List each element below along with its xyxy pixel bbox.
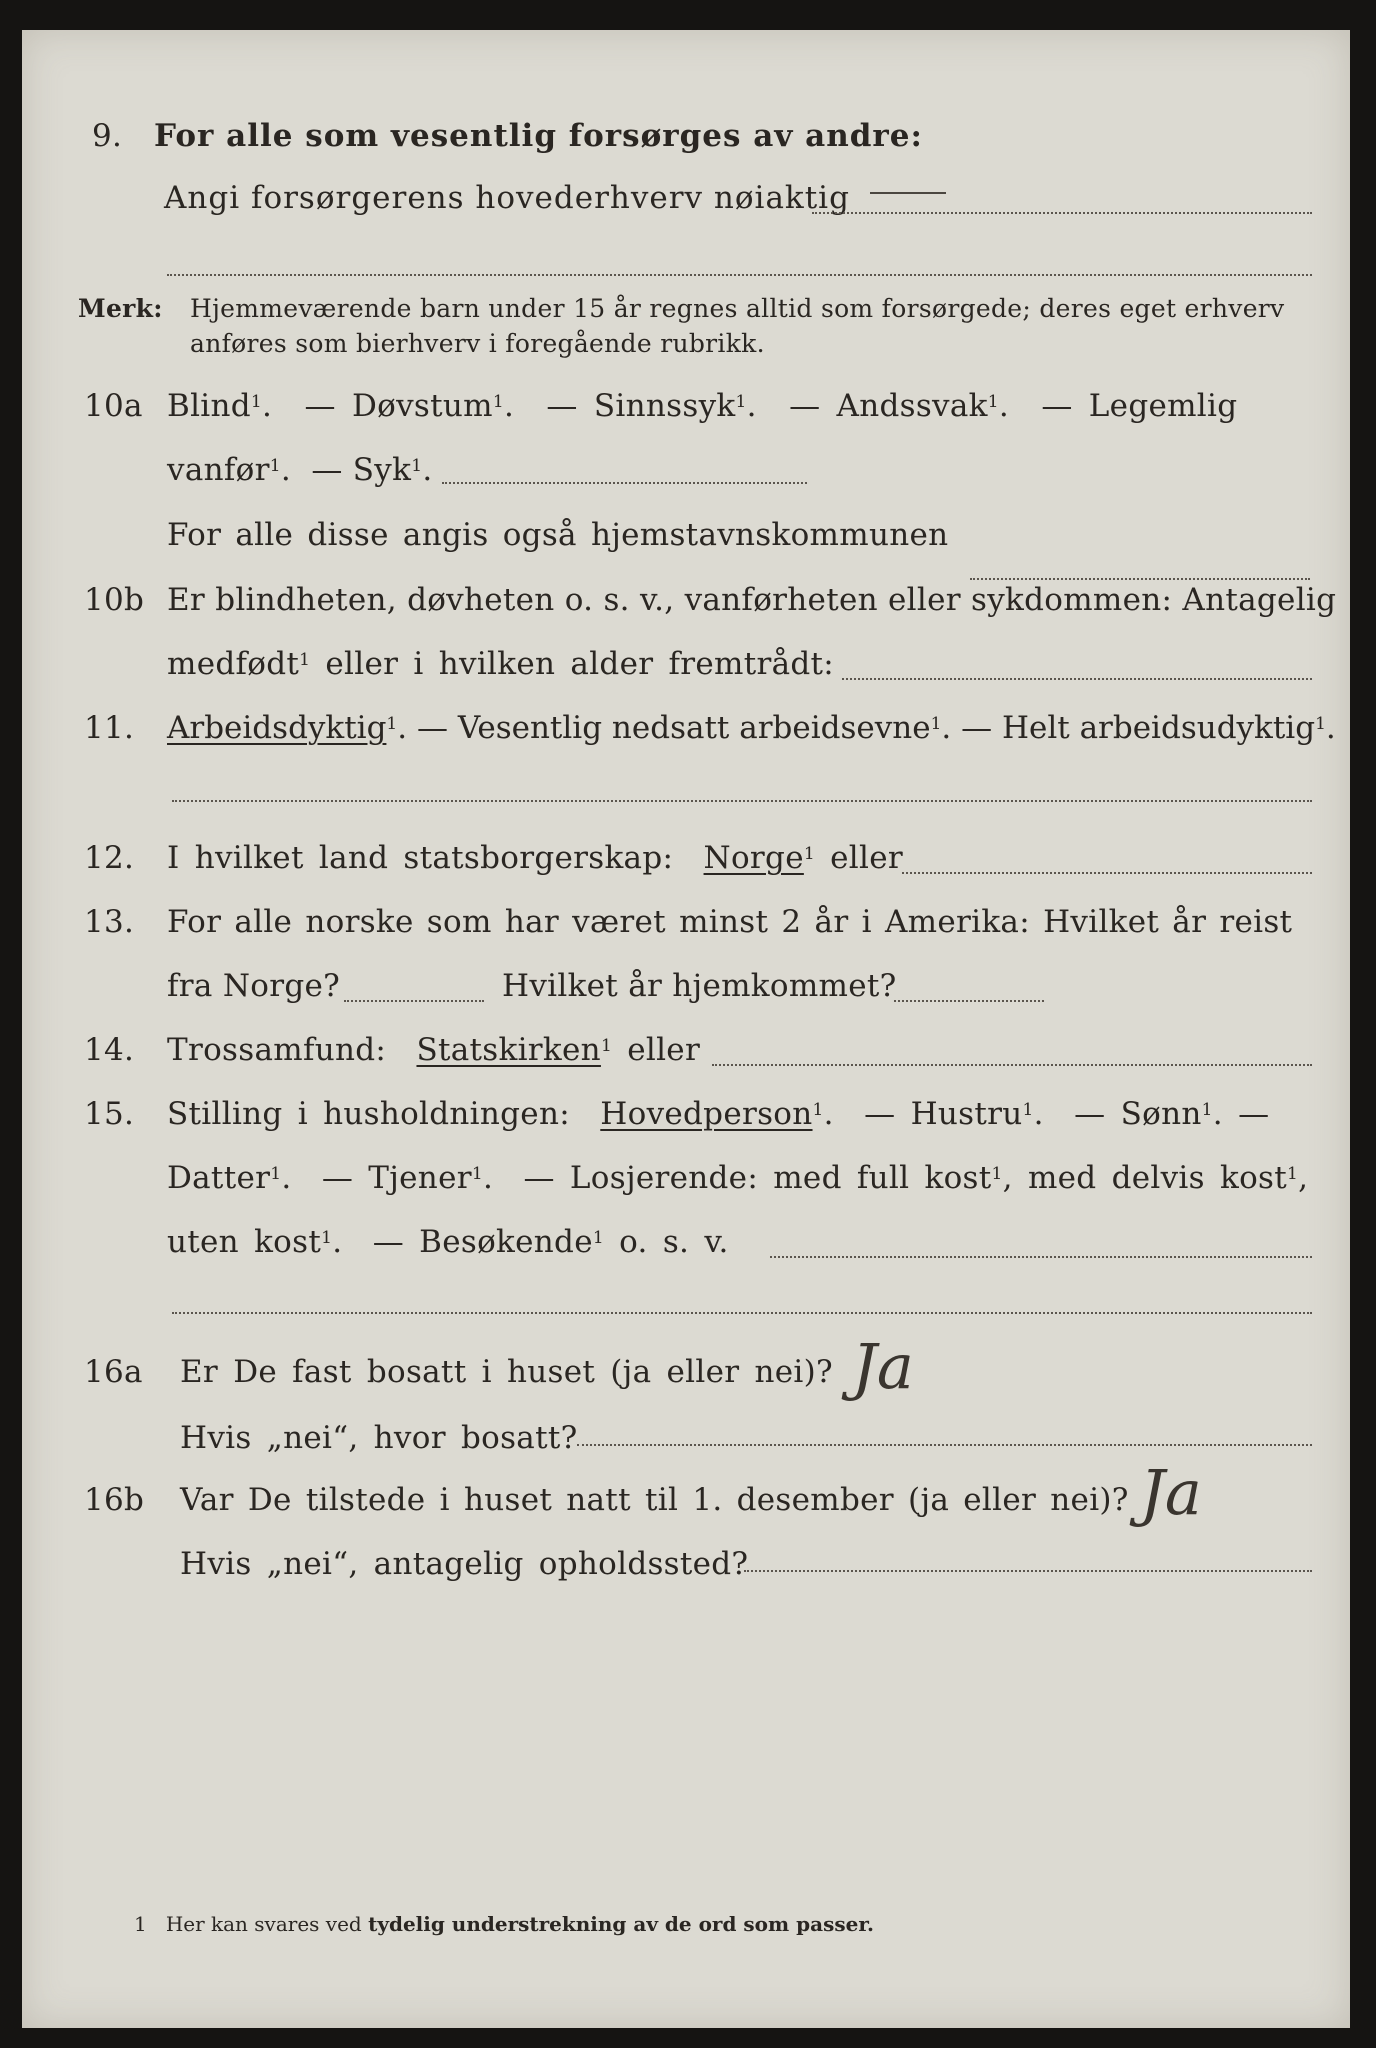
option-hustru: — Hustru	[864, 1096, 1023, 1132]
q16a-answer-line	[577, 1444, 1312, 1446]
q13-number: 13.	[84, 904, 135, 940]
q13-reist-line	[344, 1000, 484, 1002]
q13-reist: fra Norge?	[167, 968, 341, 1004]
option-norge-underlined: Norge	[703, 840, 804, 876]
q14-answer-line	[712, 1064, 1312, 1066]
footnote-ref: 1	[930, 714, 942, 734]
q9-title: For alle som vesentlig forsørges av andre:	[154, 118, 923, 154]
footnote-ref: 1	[321, 1228, 333, 1248]
q14-question: Trossamfund:	[167, 1032, 387, 1068]
footnote-bold: tydelig understrekning av de ord som passer.	[368, 1912, 874, 1936]
q16b-opholdssted: Hvis „nei“, antagelig opholdssted?	[180, 1546, 749, 1582]
q16a-bosatt: Hvis „nei“, hvor bosatt?	[180, 1420, 578, 1456]
option-tjener: — Tjener	[321, 1160, 472, 1196]
option-udyktig: — Helt arbeidsudyktig	[961, 710, 1316, 746]
q15-answer-line	[770, 1256, 1312, 1258]
q11-number: 11.	[84, 710, 135, 746]
option-arbeidsdyktig-underlined: Arbeidsdyktig	[167, 710, 387, 746]
footnote-ref: 1	[592, 1228, 604, 1248]
merk-text-1: Hjemmeværende barn under 15 år regnes alltid som forsørgede; deres eget erhverv	[190, 294, 1285, 323]
q16a-number: 16a	[84, 1354, 143, 1390]
q10b-answer-line	[842, 678, 1312, 680]
footnote-ref: 1	[600, 1036, 613, 1056]
q16b-handwritten-answer: Ja	[1140, 1456, 1202, 1529]
q10b-line1: Er blindheten, døvheten o. s. v., vanførheten eller sykdommen: Antagelig	[167, 582, 1337, 618]
q15-osv: o. s. v.	[619, 1224, 729, 1260]
footnote-ref: 1	[386, 714, 398, 734]
option-hovedperson-underlined: Hovedperson	[600, 1096, 813, 1132]
q13-line1: For alle norske som har været minst 2 år i Amerika: Hvilket år reist	[167, 904, 1293, 940]
q15-question: Stilling i husholdningen:	[167, 1096, 570, 1132]
option-andssvak: — Andssvak	[789, 388, 988, 424]
q12-number: 12.	[84, 840, 135, 876]
footnote-ref: 1	[299, 650, 311, 670]
merk-text-2: anføres som bierhverv i foregående rubrikk.	[190, 329, 765, 358]
footnote-ref: 1	[735, 392, 747, 412]
q14-number: 14.	[84, 1032, 135, 1068]
q10b-number: 10b	[84, 582, 145, 618]
q9-number: 9.	[92, 118, 123, 154]
footnote-ref: 1	[270, 1164, 282, 1184]
footnote-ref: 1	[1287, 1164, 1299, 1184]
q11-options: Arbeidsdyktig$^1$. — Vesentlig nedsatt arbeidsevne$^1$. — Helt arbeidsudyktig$^1$.	[167, 710, 1336, 746]
footnote-ref: 1	[1201, 1100, 1213, 1120]
q10a-line3: For alle disse angis også hjemstavnskommunen	[167, 517, 949, 553]
option-medfodt: medfødt	[167, 646, 300, 682]
merk-label: Merk:	[78, 294, 163, 323]
footnote-ref: 1	[250, 392, 263, 412]
footnote-ref: 1	[991, 1164, 1003, 1184]
footnote-ref: 1	[269, 456, 281, 476]
q14-eller: eller	[627, 1032, 701, 1068]
footnote-ref: 1	[411, 456, 423, 476]
q16a-question: Er De fast bosatt i huset (ja eller nei)?	[180, 1354, 833, 1390]
footnote-ref: 1	[492, 392, 504, 412]
q16b-answer-line	[744, 1570, 1312, 1572]
q16b-question: Var De tilstede i huset natt til 1. desember (ja eller nei)?	[180, 1482, 1129, 1518]
option-nedsatt: — Vesentlig nedsatt arbeidsevne	[416, 710, 931, 746]
q9-answer-line	[812, 212, 1312, 214]
q15-number: 15.	[84, 1096, 135, 1132]
option-besokende: — Besøkende	[372, 1224, 593, 1260]
q10b-line2	[167, 644, 834, 684]
q12-text	[167, 838, 903, 878]
footnote-plain: Her kan svares ved	[165, 1912, 362, 1936]
footnote-ref: 1	[812, 1100, 824, 1120]
q10b-alder-text: eller i hvilken alder fremtrådt:	[325, 646, 835, 682]
q12-question: I hvilket land statsborgerskap:	[167, 840, 674, 876]
footnote	[134, 1910, 874, 1938]
q13-hjemkommet-line	[894, 1000, 1044, 1002]
option-datter: Datter	[167, 1160, 271, 1196]
option-sinnssyk: — Sinnssyk	[546, 388, 736, 424]
q9-prompt: Angi forsørgerens hovederhverv nøiaktig	[164, 180, 850, 216]
option-full-kost: — Losjerende: med full kost	[523, 1160, 992, 1196]
q16a-handwritten-answer: Ja	[852, 1330, 914, 1403]
footnote-ref: 1	[803, 844, 815, 864]
q15-dash: —	[1238, 1096, 1270, 1132]
option-blind: Blind	[167, 388, 251, 424]
option-uten-kost: uten kost	[167, 1224, 322, 1260]
q9-answer-line-2	[167, 274, 1312, 276]
q12-eller: eller	[830, 840, 903, 876]
q11-answer-line	[172, 800, 1312, 802]
census-form-page	[22, 30, 1350, 2028]
footnote-ref: 1	[471, 1164, 483, 1184]
q12-answer-line	[902, 872, 1312, 874]
q15-line3: uten kost$^1$. — Besøkende$^1$ o. s. v.	[167, 1224, 729, 1260]
option-delvis-kost: , med delvis kost	[1002, 1160, 1287, 1196]
q10a-number: 10a	[84, 388, 143, 424]
footnote-ref: 1	[1022, 1100, 1034, 1120]
q15-line2: Datter$^1$. — Tjener$^1$. — Losjerende: med full kost$^1$, med delvis kost$^1$,	[167, 1160, 1309, 1196]
q13-hjemkommet: Hvilket år hjemkommet?	[502, 968, 897, 1004]
q14-text	[167, 1030, 700, 1070]
q16b-number: 16b	[84, 1482, 145, 1518]
option-dovstum: — Døvstum	[304, 388, 493, 424]
q15-answer-line-2	[172, 1312, 1312, 1314]
option-legemlig: — Legemlig	[1041, 388, 1238, 424]
option-statskirken-underlined: Statskirken	[416, 1032, 601, 1068]
q9-dash-mark	[870, 192, 946, 194]
q10a-syk-line	[442, 482, 807, 484]
footnote-ref: 1	[1315, 714, 1326, 734]
option-syk: — Syk	[311, 452, 412, 488]
q10a-options: Blind$^1$. — Døvstum$^1$. — Sinnssyk$^1$. — Andssvak$^1$. — Legemlig	[167, 388, 1238, 424]
option-sonn: — Sønn	[1074, 1096, 1202, 1132]
footnote-mark: 1	[134, 1912, 147, 1936]
option-vanfor: vanfør	[167, 452, 270, 488]
footnote-ref: 1	[987, 392, 999, 412]
q10a-line2: vanfør$^1$. — Syk$^1$.	[167, 452, 433, 488]
q15-line1: Stilling i husholdningen: Hovedperson$^1$. — Hustru$^1$. — Sønn$^1$. —	[167, 1096, 1270, 1132]
